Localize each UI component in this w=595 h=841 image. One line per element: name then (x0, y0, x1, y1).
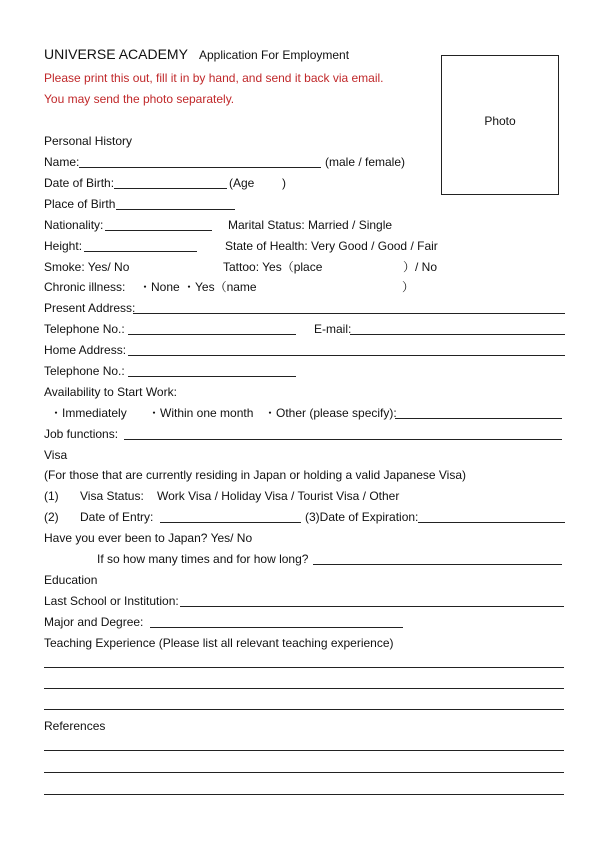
school-label: Last School or Institution: (44, 594, 179, 608)
references-line-1[interactable] (44, 750, 564, 751)
age-close: ) (282, 176, 286, 190)
teaching-line-2[interactable] (44, 688, 564, 689)
age-label: (Age (229, 176, 255, 190)
email-field[interactable] (350, 334, 565, 335)
dob-field[interactable] (114, 188, 227, 189)
academy-name: UNIVERSE ACADEMY (44, 46, 188, 62)
telephone-label: Telephone No.: (44, 322, 125, 336)
dob-label: Date of Birth: (44, 176, 115, 190)
pob-field[interactable] (116, 209, 235, 210)
major-label: Major and Degree: (44, 615, 144, 629)
chronic-label: Chronic illness: (44, 280, 126, 294)
japan-followup: If so how many times and for how long? (97, 552, 309, 566)
pob-label: Place of Birth (44, 197, 116, 211)
health-status: State of Health: Very Good / Good / Fair (225, 239, 438, 253)
expiration-date-label: (3)Date of Expiration: (305, 510, 419, 524)
teaching-line-3[interactable] (44, 709, 564, 710)
availability-other-field[interactable] (395, 418, 562, 419)
major-field[interactable] (150, 627, 403, 628)
teaching-line-1[interactable] (44, 667, 564, 668)
education-heading: Education (44, 573, 98, 587)
nationality-label: Nationality: (44, 218, 104, 232)
references-line-3[interactable] (44, 794, 564, 795)
telephone2-field[interactable] (128, 376, 296, 377)
present-address-field[interactable] (133, 313, 565, 314)
marital-status: Marital Status: Married / Single (228, 218, 393, 232)
gender-options: (male / female) (325, 155, 406, 169)
japan-question: Have you ever been to Japan? Yes/ No (44, 531, 253, 545)
photo-label: Photo (484, 114, 516, 128)
entry-date-field[interactable] (160, 522, 301, 523)
japan-followup-field[interactable] (313, 564, 562, 565)
availability-immediately: ・Immediately (50, 406, 127, 420)
visa-status-label: Visa Status: (80, 489, 144, 503)
availability-other: ・Other (please specify): (264, 406, 397, 420)
tattoo-label: Tattoo: Yes（place (223, 260, 323, 274)
height-field[interactable] (84, 251, 197, 252)
telephone-field[interactable] (128, 334, 296, 335)
photo-box[interactable] (441, 55, 559, 195)
job-functions-label: Job functions: (44, 427, 119, 441)
name-label: Name: (44, 155, 80, 169)
notice-line-1: Please print this out, fill it in by hand, and send it back via email. (44, 71, 384, 85)
school-field[interactable] (180, 606, 564, 607)
smoke-options: Smoke: Yes/ No (44, 260, 130, 274)
references-line-2[interactable] (44, 772, 564, 773)
height-label: Height: (44, 239, 83, 253)
visa-status-options: Work Visa / Holiday Visa / Tourist Visa / Other (157, 489, 400, 503)
nationality-field[interactable] (105, 230, 212, 231)
teaching-label: Teaching Experience (Please list all relevant teaching experience) (44, 636, 394, 650)
telephone2-label: Telephone No.: (44, 364, 125, 378)
personal-history-heading: Personal History (44, 134, 133, 148)
visa-item-1-number: (1) (44, 489, 59, 503)
email-label: E-mail: (314, 322, 352, 336)
notice-line-2: You may send the photo separately. (44, 92, 235, 106)
availability-one-month: ・Within one month (148, 406, 254, 420)
visa-note: (For those that are currently residing in Japan or holding a valid Japanese Visa) (44, 468, 467, 482)
references-heading: References (44, 719, 106, 733)
form-title: Application For Employment (199, 48, 350, 62)
name-field[interactable] (79, 167, 321, 168)
job-functions-field[interactable] (124, 439, 562, 440)
home-address-label: Home Address: (44, 343, 127, 357)
visa-heading: Visa (44, 448, 68, 462)
entry-date-label: Date of Entry: (80, 510, 154, 524)
expiration-date-field[interactable] (418, 522, 565, 523)
home-address-field[interactable] (128, 355, 565, 356)
chronic-close: ） (402, 280, 415, 294)
visa-item-2-number: (2) (44, 510, 59, 524)
present-address-label: Present Address: (44, 301, 136, 315)
tattoo-close: ）/ No (403, 260, 438, 274)
availability-label: Availability to Start Work: (44, 385, 177, 399)
chronic-none: ・None (139, 280, 180, 294)
chronic-yes: ・Yes（name (183, 280, 257, 294)
